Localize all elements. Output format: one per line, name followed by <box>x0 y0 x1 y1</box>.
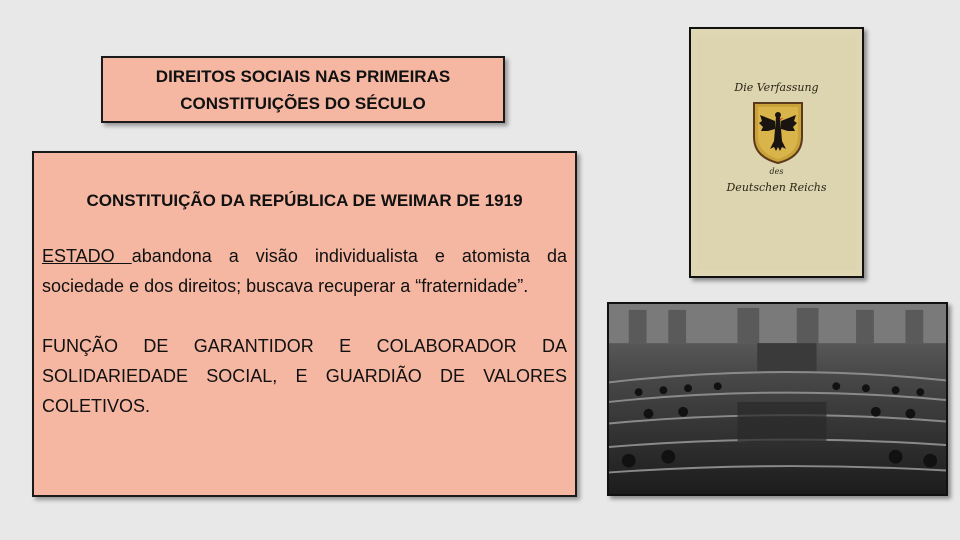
paragraph-estado-text: abandona a visão individualista e atomista da sociedade e dos direitos; buscava recuperar a “fraternidade”. <box>42 246 567 296</box>
underlined-term: ESTADO <box>42 246 132 266</box>
paragraph-estado <box>42 241 567 301</box>
slide-title-box <box>101 56 505 123</box>
content-heading: CONSTITUIÇÃO DA REPÚBLICA DE WEIMAR DE 1919 <box>86 191 523 210</box>
paragraph-funcao: FUNÇÃO DE GARANTIDOR E COLABORADOR DA SOLIDARIEDADE SOCIAL, E GUARDIÃO DE VALORES COLETIVOS. <box>42 336 567 416</box>
book-title-line-2: des <box>769 167 784 176</box>
constitution-book-cover <box>689 27 864 278</box>
book-cover-inner <box>697 35 856 270</box>
weimar-assembly-photo <box>607 302 948 496</box>
slide-title-line-1: DIREITOS SOCIAIS NAS PRIMEIRAS <box>155 66 451 86</box>
slide-title-line-2: CONSTITUIÇÕES DO SÉCULO <box>180 93 426 113</box>
book-title-line-3: Deutschen Reichs <box>726 181 827 194</box>
assembly-photo-icon <box>609 304 946 494</box>
book-title-line-1: Die Verfassung <box>734 81 819 94</box>
content-box <box>32 151 577 497</box>
eagle-coat-of-arms-icon <box>750 101 806 165</box>
